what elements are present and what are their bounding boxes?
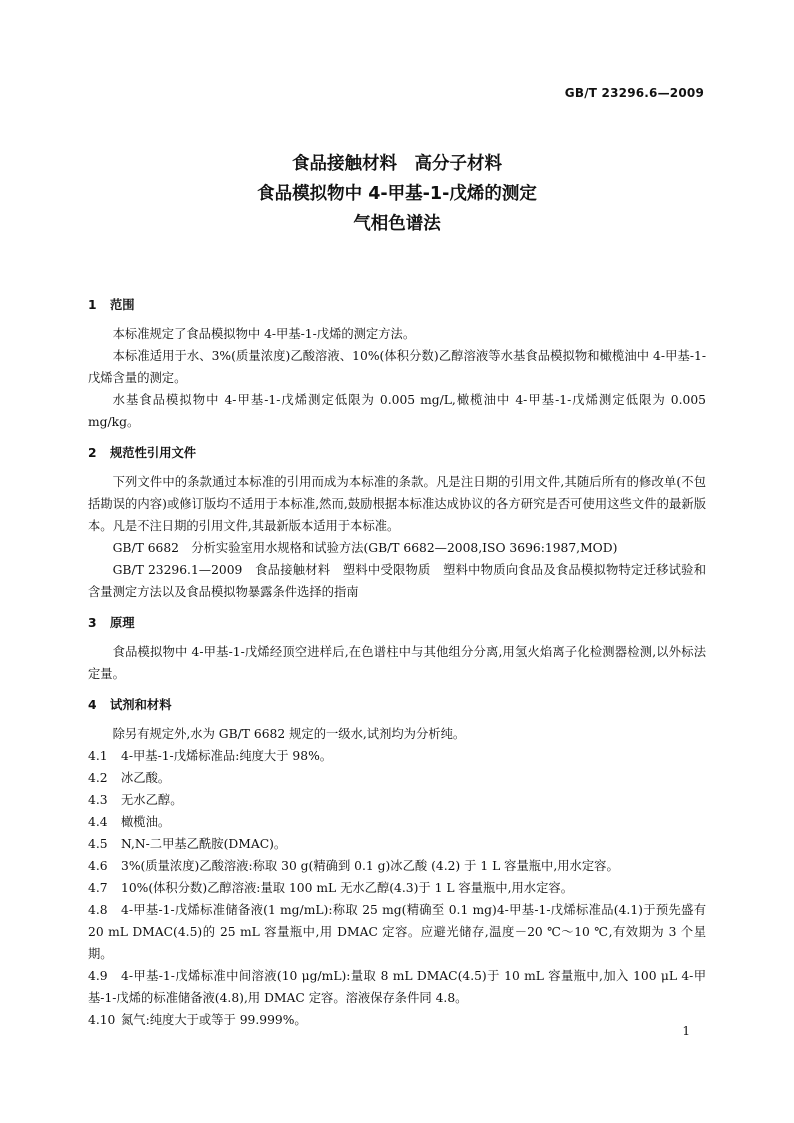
list-item: 4.4 橄榄油。: [88, 815, 171, 829]
reference-item: GB/T 6682 分析实验室用水规格和试验方法(GB/T 6682—2008,ISO 3696:1987,MOD): [112, 541, 618, 555]
reference-item: GB/T 23296.1—2009 食品接触材料 塑料中受限物质 塑料中物质向食品及食品模拟物特定迁移试验和含量测定方法以及食品模拟物暴露条件选择的指南: [88, 563, 706, 599]
section-heading-4: 4 试剂和材料: [88, 698, 172, 712]
list-item: 4.2 冰乙酸。: [88, 771, 171, 785]
list-item: 4.10 氮气:纯度大于或等于 99.999%。: [88, 1013, 307, 1027]
paragraph: 水基食品模拟物中 4-甲基-1-戊烯测定低限为 0.005 mg/L,橄榄油中 4-甲基-1-戊烯测定低限为 0.005 mg/kg。: [88, 393, 706, 429]
list-item: 4.7 10%(体积分数)乙醇溶液:量取 100 mL 无水乙醇(4.3)于 1 L 容量瓶中,用水定容。: [88, 881, 573, 895]
list-item: 4.8 4-甲基-1-戊烯标准储备液(1 mg/mL):称取 25 mg(精确至 0.1 mg)4-甲基-1-戊烯标准品(4.1)于预先盛有 20 mL DMAC(4.5)的 25 mL 容量瓶中,用 DMAC 定容。应避光储存,温度－20 ℃～10 ℃,有效期为 3 个星期。: [88, 903, 706, 961]
list-item: 4.9 4-甲基-1-戊烯标准中间溶液(10 μg/mL):量取 8 mL DMAC(4.5)于 10 mL 容量瓶中,加入 100 μL 4-甲基-1-戊烯的标准储备液(4.8),用 DMAC 定容。溶液保存条件同 4.8。: [88, 969, 706, 1005]
title-line-2: 食品模拟物中 4-甲基-1-戊烯的测定: [257, 184, 537, 204]
list-item: 4.5 N,N-二甲基乙酰胺(DMAC)。: [88, 837, 287, 851]
paragraph: 除另有规定外,水为 GB/T 6682 规定的一级水,试剂均为分析纯。: [112, 727, 466, 741]
paragraph: 本标准规定了食品模拟物中 4-甲基-1-戊烯的测定方法。: [112, 327, 416, 341]
section-heading-1: 1 范围: [88, 298, 135, 312]
section-heading-2: 2 规范性引用文件: [88, 446, 197, 460]
paragraph: 食品模拟物中 4-甲基-1-戊烯经顶空进样后,在色谱柱中与其他组分分离,用氢火焰离子化检测器检测,以外标法定量。: [88, 645, 706, 681]
title-line-1: 食品接触材料 高分子材料: [292, 154, 502, 174]
page-number: 1: [682, 1024, 690, 1038]
section-heading-3: 3 原理: [88, 616, 135, 630]
paragraph: 本标准适用于水、3%(质量浓度)乙酸溶液、10%(体积分数)乙醇溶液等水基食品模拟物和橄榄油中 4-甲基-1-戊烯含量的测定。: [88, 349, 706, 385]
standard-number: GB/T 23296.6—2009: [564, 86, 704, 100]
document-body: [88, 294, 706, 1031]
title-line-3: 气相色谱法: [353, 214, 441, 234]
list-item: 4.1 4-甲基-1-戊烯标准品:纯度大于 98%。: [88, 749, 333, 763]
paragraph: 下列文件中的条款通过本标准的引用而成为本标准的条款。凡是注日期的引用文件,其随后所有的修改单(不包括勘误的内容)或修订版均不适用于本标准,然而,鼓励根据本标准达成协议的各方研究是否可使用这些文件的最新版本。凡是不注日期的引用文件,其最新版本适用于本标准。: [88, 475, 706, 533]
list-item: 4.6 3%(质量浓度)乙酸溶液:称取 30 g(精确到 0.1 g)冰乙酸 (4.2) 于 1 L 容量瓶中,用水定容。: [88, 859, 619, 873]
list-item: 4.3 无水乙醇。: [88, 793, 183, 807]
